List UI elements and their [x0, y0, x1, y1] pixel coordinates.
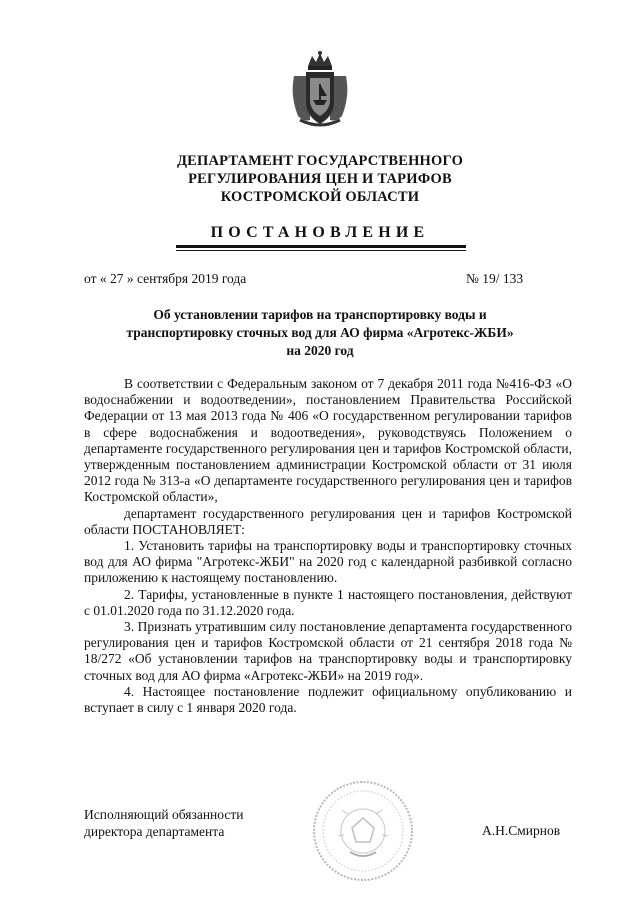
signatory-name: А.Н.Смирнов [482, 823, 561, 838]
document-subject [0, 306, 640, 360]
title-rule-thin [176, 250, 466, 251]
signatory-position-line: Исполняющий обязанности [84, 807, 244, 822]
document-body [84, 376, 572, 716]
resolution-paragraph: департамент государственного регулирования цен и тарифов Костромской области ПОСТАНОВЛЯЕТ: [84, 505, 572, 537]
department-line: ДЕПАРТАМЕНТ ГОСУДАРСТВЕННОГО [176, 153, 464, 169]
document-title: ПОСТАНОВЛЕНИЕ [210, 224, 430, 241]
department-line: КОСТРОМСКОЙ ОБЛАСТИ [220, 189, 420, 205]
department-line: РЕГУЛИРОВАНИЯ ЦЕН И ТАРИФОВ [188, 171, 452, 187]
clause-3: 3. Признать утратившим силу постановление департамента государственного регулирования цен и тарифов Костромской области от 21 сентября 2018 года № 18/272 «Об установлении тарифов на транспортировку воды и транспортировку сточных вод для АО фирма «Агротекс-ЖБИ» на 2019 год». [84, 619, 572, 683]
subject-line: на 2020 год [286, 343, 354, 358]
signatory-position-line: директора департамента [84, 824, 225, 839]
subject-line: транспортировку сточных вод для АО фирма «Агротекс-ЖБИ» [126, 325, 514, 340]
clause-1: 1. Установить тарифы на транспортировку воды и транспортировку сточных вод для АО фирма "Агротекс-ЖБИ" на 2020 год с календарной разбивкой согласно приложению к настоящему постановлению. [84, 538, 572, 586]
document-date: от « 27 » сентября 2019 года [84, 271, 247, 286]
coat-of-arms-icon [288, 50, 352, 132]
clause-2: 2. Тарифы, установленные в пункте 1 настоящего постановления, действуют с 01.01.2020 года по 31.12.2020 года. [84, 586, 572, 618]
subject-line: Об установлении тарифов на транспортировку воды и [153, 307, 487, 322]
department-name [0, 152, 640, 206]
clause-4: 4. Настоящее постановление подлежит официальному опубликованию и вступает в силу с 1 января 2020 года. [84, 683, 572, 716]
signatory-position [84, 806, 243, 840]
title-rule-thick [176, 245, 466, 248]
preamble-paragraph: В соответствии с Федеральным законом от 7 декабря 2011 года №416-ФЗ «О водоснабжении и водоотведении», постановлением Правительства Российской Федерации от 13 мая 2013 года № 406 «О государственном регулировании тарифов в сфере водоснабжения и водоотведения», руководствуясь Положением о департаменте государственного регулирования цен и тарифов Костромской области, утвержденным постановлением администрации Костромской области от 31 июля 2012 года № 313-а «О департаменте государственного регулирования цен и тарифов Костромской области», [84, 376, 572, 505]
official-seal-icon [312, 780, 414, 882]
document-number: № 19/ 133 [466, 271, 524, 286]
